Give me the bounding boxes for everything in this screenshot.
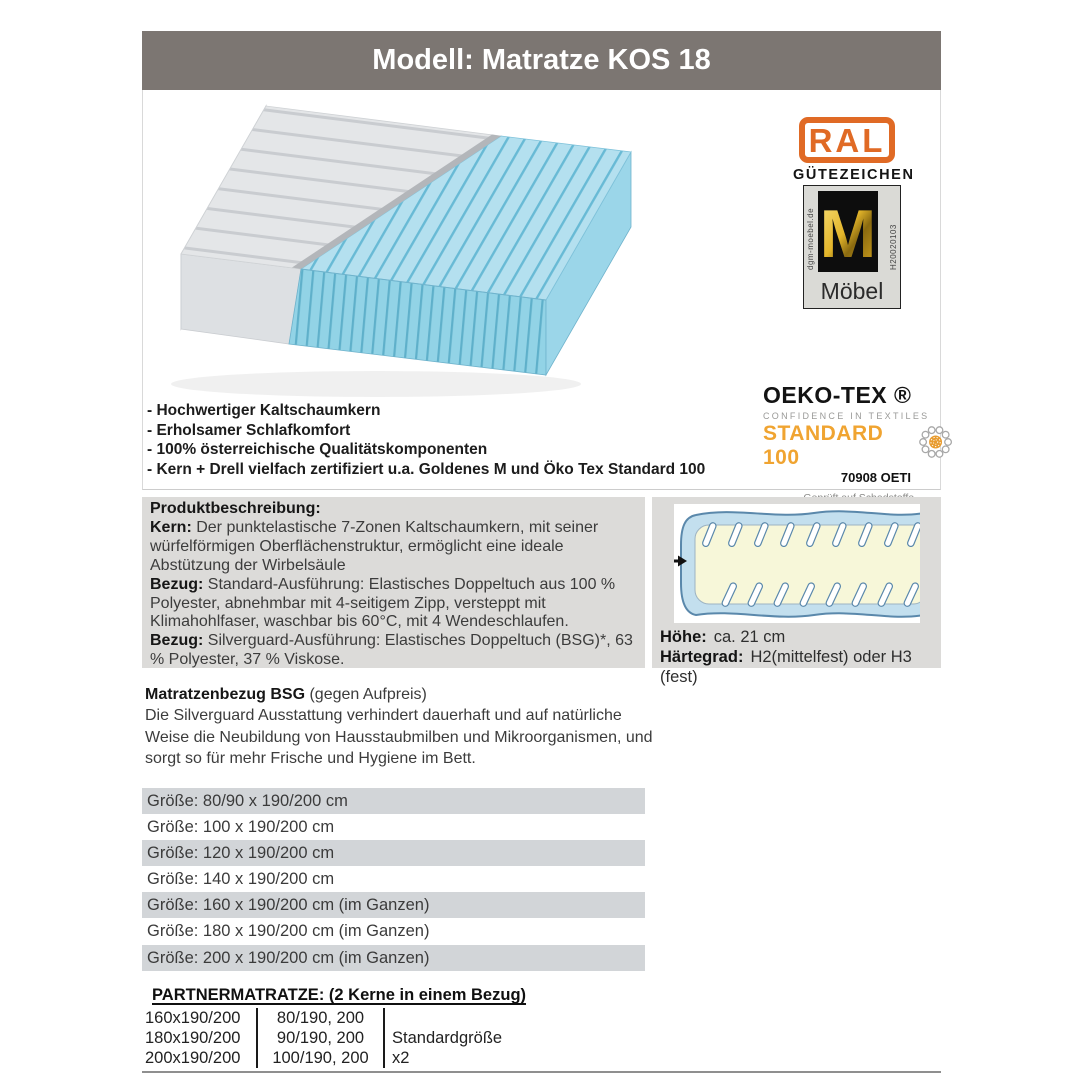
table-cell: 100/190, 200 bbox=[272, 1049, 369, 1067]
specs-box bbox=[652, 497, 941, 686]
table-cell: Standardgröße bbox=[392, 1029, 503, 1047]
partner-table bbox=[145, 1008, 552, 1068]
feature-list bbox=[147, 401, 705, 479]
feature-item: - Kern + Drell vielfach zertifiziert u.a. Goldenes M und Öko Tex Standard 100 bbox=[147, 460, 706, 478]
oeko-tex-standard: STANDARD 100 bbox=[763, 422, 884, 469]
bezug1-text: Standard-Ausführung: Elastisches Doppeltuch aus 100 % Polyester, abnehmbar mit 4-seitigem Zipp, versteppt mit Klimahohlfaser, waschbar bis 60°C, mit 4 Wendeschlaufen. bbox=[150, 575, 616, 631]
table-cell: 90/190, 200 bbox=[276, 1029, 365, 1047]
bezug2-label: Bezug: bbox=[150, 632, 204, 650]
product-description-box bbox=[142, 497, 645, 668]
haertegrad-value: H2(mittelfest) oder H3 (fest) bbox=[660, 648, 912, 686]
oeko-tex-brand: OEKO-TEX ® bbox=[763, 382, 912, 408]
size-row: Größe: 200 x 190/200 cm (im Ganzen) bbox=[142, 945, 645, 971]
bsg-title-suffix: (gegen Aufpreis) bbox=[305, 686, 427, 703]
goldenes-m-caption: Möbel bbox=[820, 278, 884, 304]
size-row: Größe: 140 x 190/200 cm bbox=[147, 870, 335, 889]
footer-divider bbox=[142, 1071, 941, 1073]
bsg-text: Die Silverguard Ausstattung verhindert dauerhaft und auf natürliche Weise die Neubildung von Hausstaubmilben und Mikroorganismen, und sorgt so für mehr Frische und Hygiene im Bett. bbox=[145, 707, 653, 767]
photo-section bbox=[142, 90, 941, 490]
goldenes-m-letter-box bbox=[818, 191, 878, 272]
cross-section-image bbox=[674, 504, 920, 623]
size-list bbox=[142, 788, 645, 971]
table-cell: x2 bbox=[392, 1049, 410, 1067]
partner-table-title: PARTNERMATRATZE: (2 Kerne in einem Bezug) bbox=[152, 986, 527, 1004]
table-cell: 80/190, 200 bbox=[276, 1009, 365, 1027]
ral-wordmark: RAL bbox=[799, 117, 895, 163]
bezug1-label: Bezug: bbox=[150, 575, 204, 593]
goldenes-m-logo bbox=[803, 185, 901, 309]
table-cell: 160x190/200 bbox=[145, 1009, 241, 1027]
mattress-photo-icon bbox=[151, 94, 711, 404]
feature-item: - Erholsamer Schlafkomfort bbox=[147, 421, 351, 439]
mattress-cross-section-icon bbox=[674, 504, 920, 623]
hoehe-label: Höhe: bbox=[660, 628, 707, 646]
size-row: Größe: 120 x 190/200 cm bbox=[142, 840, 645, 866]
partner-col-sizes bbox=[145, 1008, 256, 1068]
svg-text:M: M bbox=[819, 196, 877, 272]
bezug2-text: Silverguard-Ausführung: Elastisches Doppeltuch (BSG)*, 63 % Polyester, 37 % Viskose. bbox=[150, 632, 633, 668]
spec-lines bbox=[660, 627, 941, 687]
bsg-title: Matratzenbezug BSG bbox=[145, 686, 306, 703]
partner-col-cores bbox=[256, 1008, 385, 1068]
size-row: Größe: 180 x 190/200 cm (im Ganzen) bbox=[147, 922, 430, 941]
description-title: Produktbeschreibung: bbox=[150, 500, 321, 517]
goldenes-m-left-text: dgm-moebel.de bbox=[806, 207, 815, 270]
size-row: Größe: 100 x 190/200 cm bbox=[147, 818, 335, 837]
size-row: Größe: 80/90 x 190/200 cm bbox=[142, 788, 645, 814]
goldenes-m-right-text: H20020103 bbox=[889, 224, 898, 270]
table-cell: 180x190/200 bbox=[145, 1029, 241, 1047]
feature-item: - 100% österreichische Qualitätskomponenten bbox=[147, 441, 488, 458]
bsg-paragraph bbox=[145, 684, 661, 769]
ral-caption: GÜTEZEICHEN bbox=[793, 167, 915, 183]
haertegrad-label: Härtegrad: bbox=[660, 648, 744, 666]
page-title: Modell: Matratze KOS 18 bbox=[142, 31, 941, 90]
hoehe-value: ca. 21 cm bbox=[713, 628, 786, 646]
oeko-tex-flower-icon bbox=[918, 423, 953, 461]
table-cell: 200x190/200 bbox=[145, 1049, 241, 1067]
size-row: Größe: 160 x 190/200 cm (im Ganzen) bbox=[142, 892, 645, 918]
table-cell bbox=[392, 1008, 552, 1028]
kern-label: Kern: bbox=[150, 518, 192, 536]
kern-text: Der punktelastische 7-Zonen Kaltschaumkern, mit seiner würfelförmigen Oberflächenstruktur, ermöglicht eine ideale Abstützung der Wirbelsäule bbox=[150, 518, 599, 574]
partner-col-note bbox=[385, 1008, 552, 1068]
feature-item: - Hochwertiger Kaltschaumkern bbox=[147, 402, 381, 419]
oeko-tex-cert-number: 70908 OETI bbox=[840, 470, 911, 485]
oeko-tex-tagline: CONFIDENCE IN TEXTILES bbox=[763, 411, 930, 421]
goldenes-m-letter-icon bbox=[818, 191, 878, 272]
